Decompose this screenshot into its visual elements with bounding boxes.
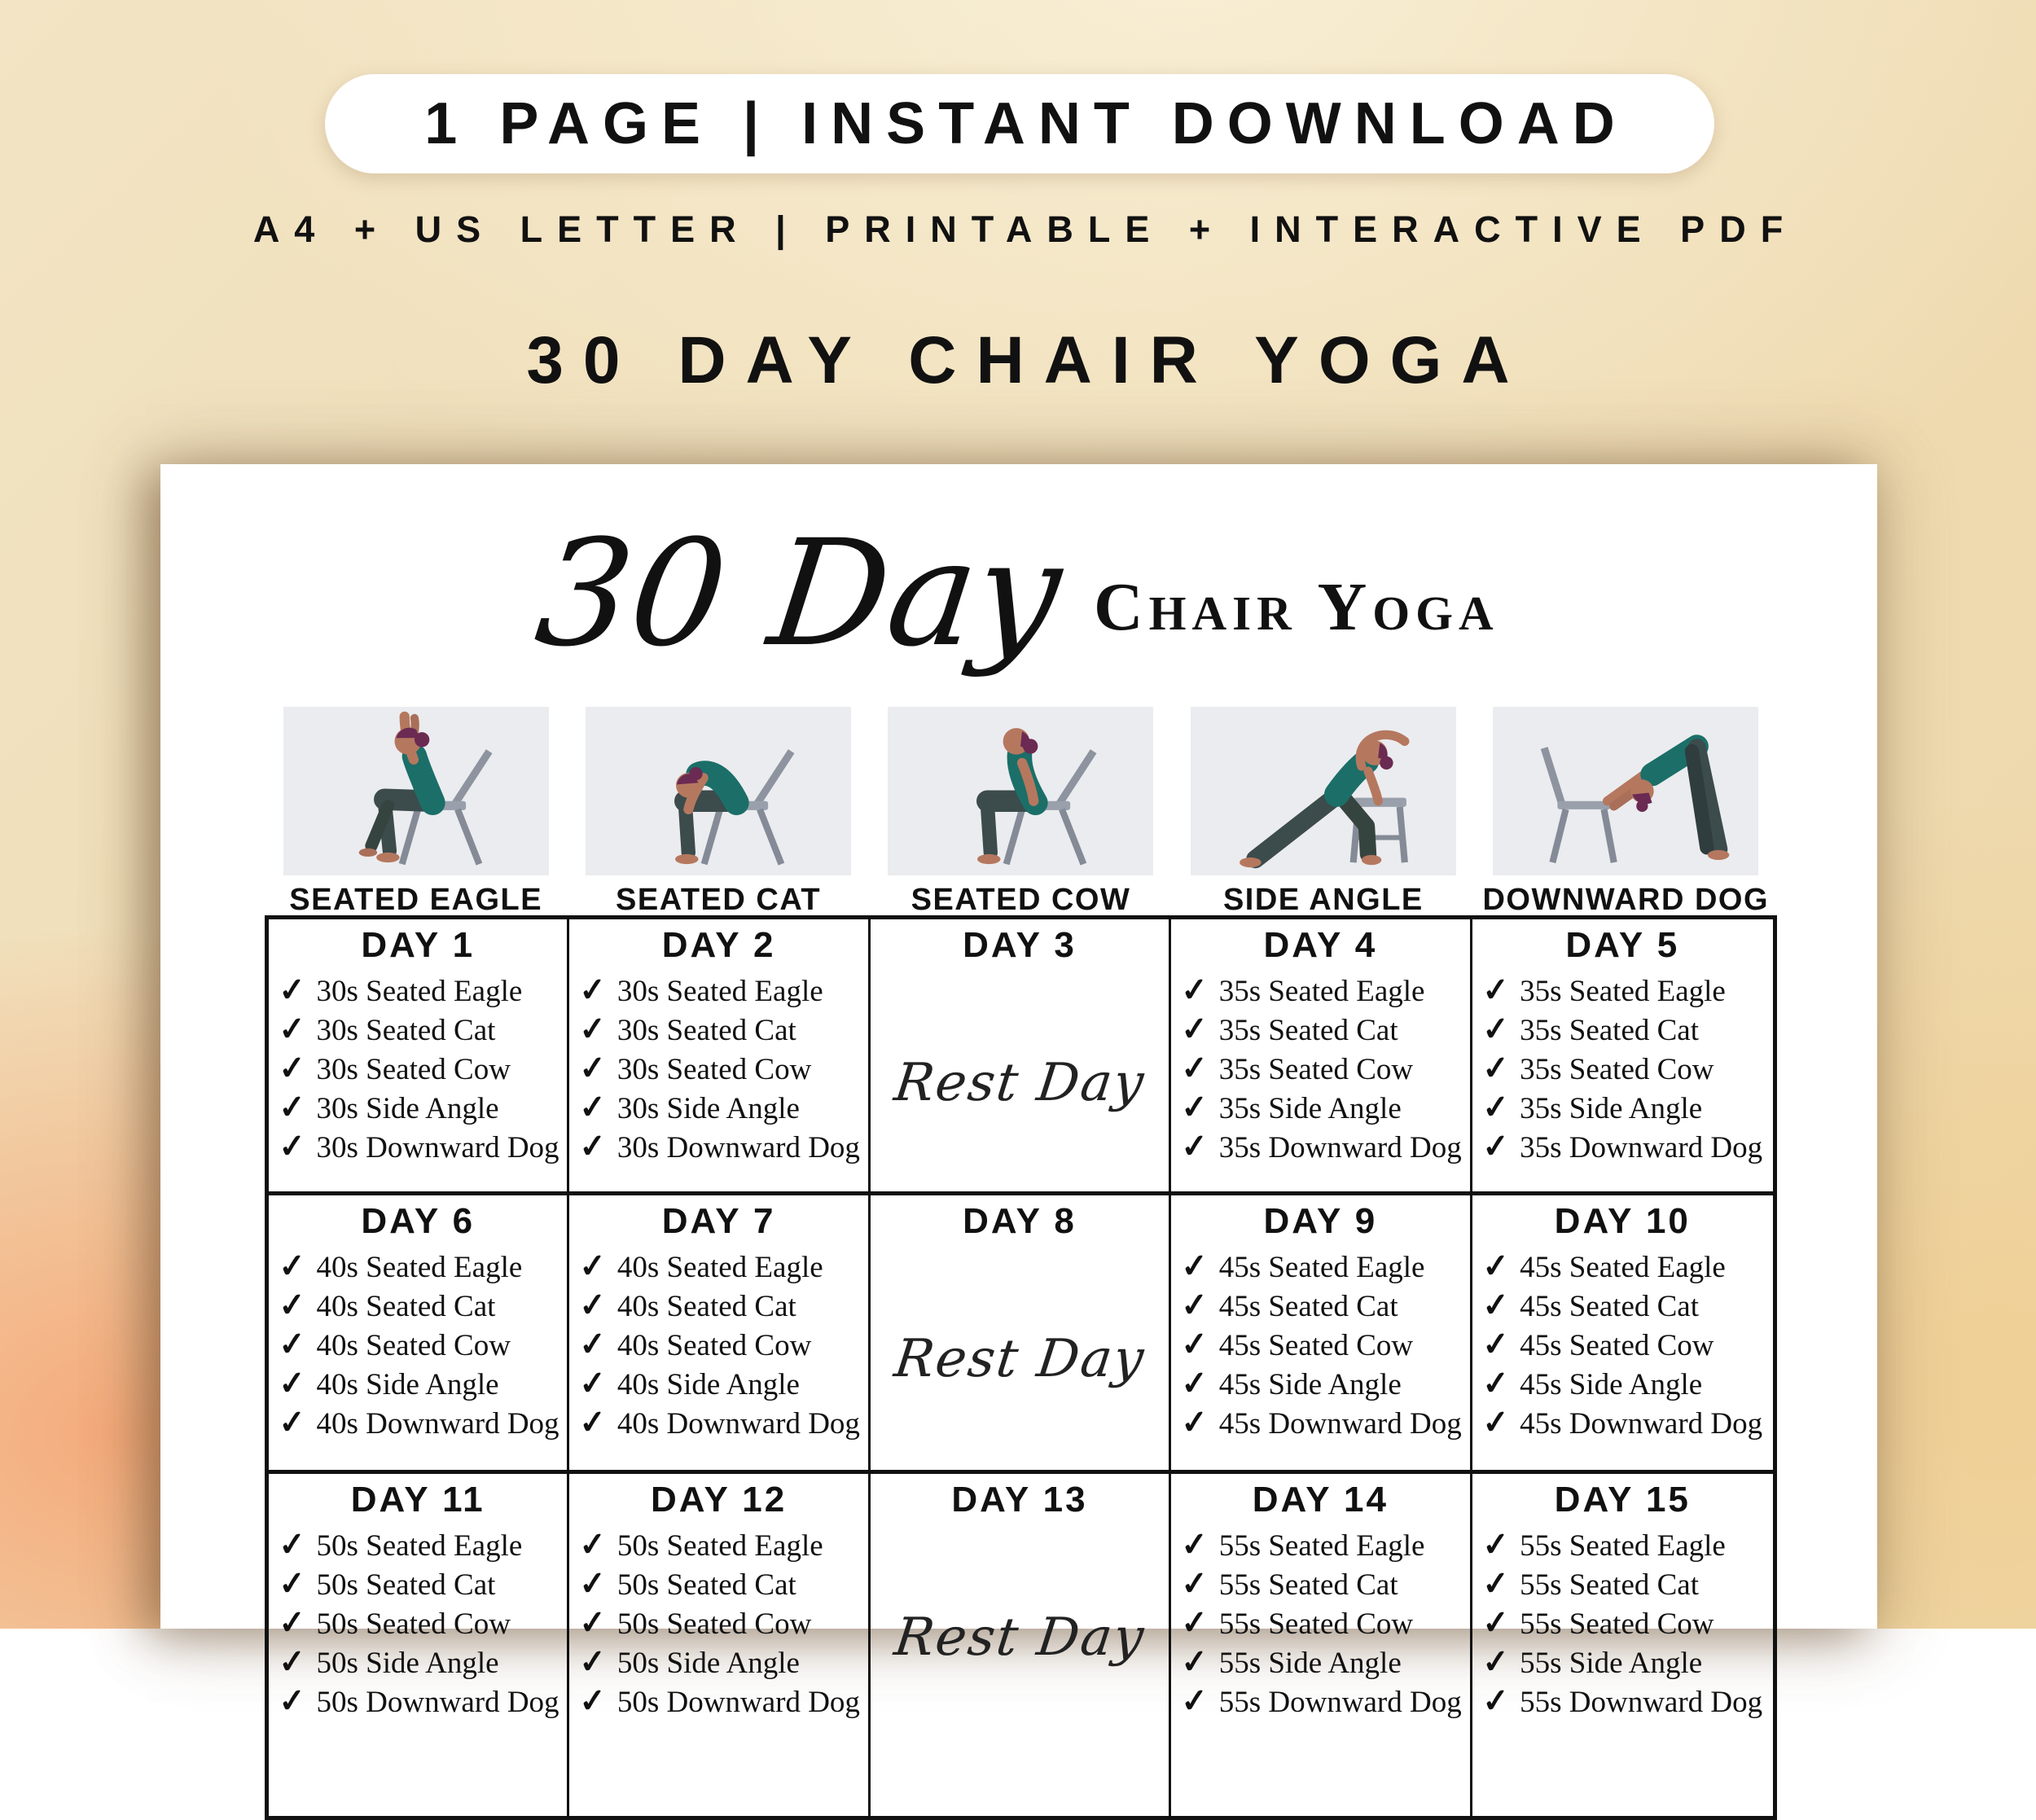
checklist-item: [1181, 1089, 1466, 1128]
checklist-item: [1181, 1604, 1466, 1643]
checklist-item-text: 45s Seated Cow: [1218, 1329, 1414, 1362]
checklist-item-text: 50s Downward Dog: [316, 1686, 559, 1719]
checklist-item: [1482, 1526, 1770, 1565]
checklist-item: [1482, 971, 1770, 1011]
checklist-item-text: 45s Downward Dog: [1218, 1407, 1462, 1441]
pose-card: [870, 707, 1172, 918]
day-cell: [269, 1195, 569, 1474]
checkmark-icon: ✓: [577, 1403, 608, 1442]
checkmark-icon: ✓: [1179, 1364, 1210, 1403]
checklist-item: [1482, 1604, 1770, 1643]
checklist-item-text: 40s Seated Cow: [617, 1329, 812, 1362]
pose-card: [567, 707, 869, 918]
checkmark-icon: ✓: [277, 1603, 308, 1642]
checklist-item: [579, 1682, 864, 1721]
day-title: DAY 6: [361, 1201, 476, 1241]
pose-label: SEATED EAGLE: [289, 883, 543, 917]
checklist-item: [1181, 971, 1466, 1011]
checklist-item: [1482, 1011, 1770, 1050]
checkmark-icon: ✓: [1481, 1088, 1511, 1127]
checkmark-icon: ✓: [577, 1049, 608, 1088]
checklist-item-text: 45s Seated Cat: [1218, 1290, 1398, 1323]
checkmark-icon: ✓: [1481, 1564, 1511, 1603]
checkmark-icon: ✓: [277, 1049, 308, 1088]
checklist-item-text: 30s Seated Cat: [316, 1014, 496, 1047]
pose-label: SIDE ANGLE: [1222, 883, 1424, 917]
checkmark-icon: ✓: [277, 1364, 308, 1403]
checklist-item: [1181, 1050, 1466, 1089]
checklist-item-text: 50s Seated Eagle: [316, 1529, 523, 1563]
checklist-item-text: 30s Seated Cow: [617, 1053, 812, 1086]
day-cell: [1472, 1474, 1773, 1816]
day-cell: [1171, 919, 1472, 1195]
pose-label: SEATED CAT: [616, 883, 822, 917]
checkmark-icon: ✓: [1481, 1642, 1511, 1682]
checkmark-icon: ✓: [1481, 1525, 1511, 1564]
rest-day-label: Rest Day: [891, 1607, 1148, 1668]
day-cell: [1472, 919, 1773, 1195]
checkmark-icon: ✓: [1179, 1010, 1210, 1049]
checklist-item: [279, 1526, 564, 1565]
checkmark-icon: ✓: [277, 1525, 308, 1564]
day-title: DAY 1: [361, 925, 476, 965]
checklist-item-text: 40s Seated Cow: [316, 1329, 511, 1362]
day-title: DAY 14: [1252, 1480, 1389, 1520]
checkmark-icon: ✓: [277, 1010, 308, 1049]
pose-seated-cow-illustration: [888, 707, 1153, 875]
checklist-item: [1181, 1643, 1466, 1682]
checklist-item: [1482, 1248, 1770, 1287]
page-title-caps: Chair Yoga: [1093, 568, 1499, 645]
checklist-item-text: 40s Side Angle: [617, 1368, 800, 1401]
checkmark-icon: ✓: [277, 1088, 308, 1127]
day-checklist: [569, 1248, 867, 1443]
checklist-item: [1482, 1089, 1770, 1128]
day-cell: [871, 1195, 1171, 1474]
checklist-item: [1482, 1128, 1770, 1167]
checklist-item: [579, 1643, 864, 1682]
checklist-item: [1181, 1287, 1466, 1326]
checklist-item-text: 50s Side Angle: [316, 1647, 499, 1680]
day-checklist: [269, 971, 567, 1167]
day-checklist: [1171, 1248, 1469, 1443]
checklist-item-text: 40s Downward Dog: [316, 1407, 559, 1441]
checklist-item-text: 30s Seated Cat: [617, 1014, 796, 1047]
checklist-item-text: 30s Side Angle: [316, 1092, 499, 1125]
checklist-item: [1482, 1643, 1770, 1682]
checklist-item-text: 55s Seated Cow: [1520, 1607, 1714, 1641]
day-title: DAY 4: [1263, 925, 1378, 965]
checkmark-icon: ✓: [1481, 1049, 1511, 1088]
checklist-item-text: 30s Side Angle: [617, 1092, 800, 1125]
rest-day-label: Rest Day: [891, 1053, 1148, 1113]
checklist-item: [579, 1248, 864, 1287]
checklist-item: [279, 1128, 564, 1167]
day-cell: [569, 919, 870, 1195]
checkmark-icon: ✓: [577, 1642, 608, 1682]
checklist-item: [1482, 1326, 1770, 1365]
checkmark-icon: ✓: [1481, 1286, 1511, 1325]
checklist-item-text: 55s Side Angle: [1218, 1647, 1402, 1680]
checklist-item-text: 35s Seated Eagle: [1218, 975, 1425, 1008]
checkmark-icon: ✓: [577, 1682, 608, 1721]
checkmark-icon: ✓: [1179, 1088, 1210, 1127]
checklist-item-text: 45s Seated Cat: [1520, 1290, 1700, 1323]
checkmark-icon: ✓: [1179, 1286, 1210, 1325]
pose-label: SEATED COW: [910, 883, 1131, 917]
checkmark-icon: ✓: [577, 1325, 608, 1364]
pose-downward-dog-illustration: [1493, 707, 1758, 875]
checkmark-icon: ✓: [277, 1247, 308, 1286]
checkmark-icon: ✓: [1179, 1682, 1210, 1721]
checklist-item: [279, 1682, 564, 1721]
checkmark-icon: ✓: [1179, 1525, 1210, 1564]
checkmark-icon: ✓: [577, 1603, 608, 1642]
checklist-item-text: 45s Downward Dog: [1520, 1407, 1763, 1441]
checklist-item-text: 35s Downward Dog: [1218, 1131, 1462, 1164]
pose-card: [1475, 707, 1777, 918]
checklist-item-text: 55s Seated Cat: [1520, 1568, 1700, 1602]
checkmark-icon: ✓: [1179, 1564, 1210, 1603]
day-title: DAY 8: [963, 1201, 1077, 1241]
checkmark-icon: ✓: [577, 1364, 608, 1403]
checkmark-icon: ✓: [1481, 1127, 1511, 1166]
checklist-item-text: 35s Seated Cat: [1218, 1014, 1398, 1047]
checkmark-icon: ✓: [1179, 1247, 1210, 1286]
pose-reference-row: [265, 707, 1777, 918]
checklist-item: [1181, 1404, 1466, 1443]
checklist-item: [579, 1287, 864, 1326]
checkmark-icon: ✓: [577, 1564, 608, 1603]
day-cell: [871, 919, 1171, 1195]
day-checklist: [1171, 1526, 1469, 1721]
day-checklist: [269, 1248, 567, 1443]
checklist-item-text: 45s Seated Eagle: [1520, 1251, 1726, 1284]
checklist-item: [579, 1404, 864, 1443]
checkmark-icon: ✓: [277, 1325, 308, 1364]
day-title: DAY 2: [661, 925, 776, 965]
checkmark-icon: ✓: [277, 971, 308, 1010]
checklist-item-text: 35s Side Angle: [1520, 1092, 1703, 1125]
checklist-item: [579, 1604, 864, 1643]
day-checklist: [569, 1526, 867, 1721]
checklist-item: [1181, 1526, 1466, 1565]
checklist-item: [279, 1287, 564, 1326]
day-title: DAY 15: [1554, 1480, 1691, 1520]
day-checklist: [569, 971, 867, 1167]
checklist-item-text: 35s Seated Cow: [1520, 1053, 1714, 1086]
checklist-item-text: 55s Seated Cat: [1218, 1568, 1398, 1602]
checklist-item-text: 35s Downward Dog: [1520, 1131, 1763, 1164]
checklist-item: [1482, 1404, 1770, 1443]
checkmark-icon: ✓: [1179, 1603, 1210, 1642]
day-title: DAY 3: [963, 925, 1077, 965]
checkmark-icon: ✓: [1481, 971, 1511, 1010]
checkmark-icon: ✓: [277, 1682, 308, 1721]
day-cell: [269, 1474, 569, 1816]
checklist-item: [579, 1526, 864, 1565]
checklist-item-text: 30s Seated Eagle: [316, 975, 523, 1008]
checklist-item: [579, 971, 864, 1011]
checklist-item-text: 45s Side Angle: [1520, 1368, 1703, 1401]
checkmark-icon: ✓: [577, 1247, 608, 1286]
checklist-item: [279, 1365, 564, 1404]
product-title: 30 DAY CHAIR YOGA: [526, 323, 1529, 397]
day-title: DAY 11: [350, 1480, 485, 1520]
checklist-item-text: 55s Downward Dog: [1520, 1686, 1763, 1719]
checklist-item-text: 40s Seated Eagle: [617, 1251, 823, 1284]
checklist-item-text: 30s Downward Dog: [316, 1131, 559, 1164]
checklist-item: [279, 1404, 564, 1443]
checklist-item-text: 40s Seated Cat: [617, 1290, 796, 1323]
pose-side-angle-illustration: [1191, 707, 1456, 875]
checklist-item-text: 50s Side Angle: [617, 1647, 800, 1680]
checklist-item-text: 30s Downward Dog: [617, 1131, 860, 1164]
checklist-item-text: 55s Downward Dog: [1218, 1686, 1462, 1719]
checklist-item: [279, 1604, 564, 1643]
checklist-item-text: 35s Seated Cow: [1218, 1053, 1414, 1086]
checklist-item-text: 50s Seated Eagle: [617, 1529, 823, 1563]
checklist-item-text: 55s Seated Eagle: [1520, 1529, 1726, 1563]
checkmark-icon: ✓: [577, 1525, 608, 1564]
checklist-item: [579, 1089, 864, 1128]
page-title: [160, 509, 1877, 679]
checklist-item: [579, 1326, 864, 1365]
checklist-item: [1181, 1011, 1466, 1050]
checkmark-icon: ✓: [277, 1642, 308, 1682]
checklist-item-text: 30s Seated Eagle: [617, 975, 823, 1008]
day-checklist: [1472, 971, 1773, 1167]
checklist-item: [279, 1011, 564, 1050]
checkmark-icon: ✓: [1179, 1127, 1210, 1166]
checkmark-icon: ✓: [577, 1010, 608, 1049]
checklist-item-text: 55s Side Angle: [1520, 1647, 1703, 1680]
checklist-item: [1181, 1128, 1466, 1167]
checklist-item-text: 35s Side Angle: [1218, 1092, 1402, 1125]
day-cell: [269, 919, 569, 1195]
checklist-item: [1181, 1248, 1466, 1287]
day-title: DAY 5: [1565, 925, 1680, 965]
checklist-item-text: 50s Downward Dog: [617, 1686, 860, 1719]
checkmark-icon: ✓: [1179, 1403, 1210, 1442]
checklist-item-text: 35s Seated Cat: [1520, 1014, 1700, 1047]
checklist-item: [1482, 1682, 1770, 1721]
checklist-item: [579, 1365, 864, 1404]
day-title: DAY 7: [661, 1201, 776, 1241]
checklist-item-text: 50s Seated Cat: [316, 1568, 496, 1602]
checklist-item-text: 45s Seated Cow: [1520, 1329, 1714, 1362]
checklist-item-text: 50s Seated Cow: [617, 1607, 812, 1641]
pose-seated-cat-illustration: [586, 707, 851, 875]
checklist-item-text: 40s Seated Cat: [316, 1290, 496, 1323]
checklist-item: [579, 1128, 864, 1167]
checklist-item-text: 35s Seated Eagle: [1520, 975, 1726, 1008]
checklist-item-text: 40s Downward Dog: [617, 1407, 860, 1441]
checklist-item: [1181, 1565, 1466, 1604]
calendar-grid: [265, 915, 1777, 1820]
checklist-item: [1482, 1050, 1770, 1089]
printable-page-preview: [160, 464, 1877, 1721]
checklist-item-text: 40s Side Angle: [316, 1368, 499, 1401]
pose-label: DOWNWARD DOG: [1482, 883, 1770, 917]
format-subtitle: A4 + US LETTER | PRINTABLE + INTERACTIVE PDF: [252, 208, 1798, 250]
pose-card: [265, 707, 567, 918]
checklist-item: [279, 1565, 564, 1604]
checkmark-icon: ✓: [577, 1286, 608, 1325]
checklist-item: [1482, 1287, 1770, 1326]
checkmark-icon: ✓: [577, 1127, 608, 1166]
checklist-item-text: 40s Seated Eagle: [316, 1251, 523, 1284]
day-cell: [1472, 1195, 1773, 1474]
day-cell: [1171, 1195, 1472, 1474]
checklist-item-text: 50s Seated Cat: [617, 1568, 796, 1602]
banner-text: 1 PAGE | INSTANT DOWNLOAD: [424, 91, 1628, 156]
checklist-item: [1482, 1565, 1770, 1604]
checkmark-icon: ✓: [1481, 1247, 1511, 1286]
checklist-item-text: 45s Seated Eagle: [1218, 1251, 1425, 1284]
checklist-item: [1482, 1365, 1770, 1404]
checklist-item: [279, 1248, 564, 1287]
checkmark-icon: ✓: [277, 1127, 308, 1166]
checklist-item: [279, 971, 564, 1011]
checklist-item: [279, 1326, 564, 1365]
checkmark-icon: ✓: [1481, 1325, 1511, 1364]
checklist-item: [279, 1050, 564, 1089]
rest-day-label: Rest Day: [891, 1329, 1148, 1389]
day-checklist: [1472, 1526, 1773, 1721]
checklist-item-text: 30s Seated Cow: [316, 1053, 511, 1086]
day-checklist: [1171, 971, 1469, 1167]
checklist-item: [279, 1643, 564, 1682]
checklist-item: [1181, 1682, 1466, 1721]
checkmark-icon: ✓: [1179, 1642, 1210, 1682]
checkmark-icon: ✓: [1179, 1049, 1210, 1088]
checkmark-icon: ✓: [1481, 1364, 1511, 1403]
pose-card: [1172, 707, 1474, 918]
checklist-item: [579, 1565, 864, 1604]
day-title: DAY 9: [1263, 1201, 1378, 1241]
day-cell: [569, 1474, 870, 1816]
checkmark-icon: ✓: [1481, 1682, 1511, 1721]
checklist-item-text: 55s Seated Eagle: [1218, 1529, 1425, 1563]
day-cell: [569, 1195, 870, 1474]
page-title-script: 30 Day: [528, 509, 1070, 679]
checkmark-icon: ✓: [277, 1403, 308, 1442]
checklist-item-text: 50s Seated Cow: [316, 1607, 511, 1641]
checklist-item: [579, 1011, 864, 1050]
checklist-item: [1181, 1365, 1466, 1404]
day-title: DAY 12: [650, 1480, 788, 1520]
day-cell: [1171, 1474, 1472, 1816]
checkmark-icon: ✓: [277, 1286, 308, 1325]
checkmark-icon: ✓: [1481, 1010, 1511, 1049]
pose-seated-eagle-illustration: [283, 707, 549, 875]
checklist-item: [579, 1050, 864, 1089]
day-checklist: [269, 1526, 567, 1721]
day-cell: [871, 1474, 1171, 1816]
checkmark-icon: ✓: [1179, 1325, 1210, 1364]
checkmark-icon: ✓: [1481, 1403, 1511, 1442]
day-title: DAY 10: [1554, 1201, 1691, 1241]
checklist-item: [1181, 1326, 1466, 1365]
checkmark-icon: ✓: [1481, 1603, 1511, 1642]
checklist-item-text: 55s Seated Cow: [1218, 1607, 1414, 1641]
day-checklist: [1472, 1248, 1773, 1443]
checkmark-icon: ✓: [577, 1088, 608, 1127]
checklist-item: [279, 1089, 564, 1128]
day-title: DAY 13: [951, 1480, 1088, 1520]
checkmark-icon: ✓: [1179, 971, 1210, 1010]
checkmark-icon: ✓: [577, 971, 608, 1010]
checklist-item-text: 45s Side Angle: [1218, 1368, 1402, 1401]
checkmark-icon: ✓: [277, 1564, 308, 1603]
banner-pill: [325, 74, 1714, 173]
